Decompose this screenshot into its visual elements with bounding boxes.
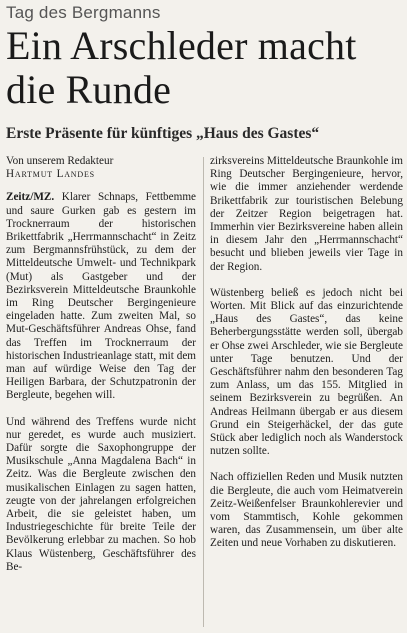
headline: Ein Arschleder macht die Runde (6, 23, 357, 112)
subheadline: Erste Präsente für künftiges „Haus des Gastes“ (6, 125, 320, 142)
kicker: Tag des Bergmanns (6, 3, 161, 22)
byline-prefix: Von unserem Redakteur (6, 155, 114, 167)
paragraph-1 (6, 191, 196, 402)
dateline: Zeitz/MZ. (6, 191, 55, 204)
paragraph-3: zirksvereins Mitteldeutsche Braunkohle im Ring Deutscher Bergingenieure, hervor, wie die immer anziehender werdende Brikettfabrik zur touristischen Belebung der Zeitzer Region beigetragen hat. Immerhin vier Bezirksvereine haben allein in diesem Jahr den „Herrmannschacht“ besucht und blieben jeweils vier Tage in der Region. (210, 155, 403, 273)
right-column (210, 155, 403, 564)
paragraph-1-text: Klarer Schnaps, Fettbemme und saure Gurken gab es gestern im Trocknerraum der historischen Brikettfabrik „Herrmannschacht“ in Zeitz zum Bergmannsfrühstück, zu dem der Mitteldeutsche Umwelt- und Technikpark (Mut) als Gastgeber und der Bezirksverein Mitteldeutsche Braunkohle im Ring Deutscher Bergingenieure eingeladen hatte. Zum zweiten Mal, so Mut-Geschäftsführer Andreas Ohse, fand das Treffen im Trocknerraum der historischen Industrieanlage statt, mit dem man auf würdige Weise den Tag der Heiligen Barbara, der Schutzpatronin der Bergleute, begehen will. (6, 191, 196, 402)
paragraph-2: Und während des Treffens wurde nicht nur geredet, es wurde auch musiziert. Dafür sorgte die Saxophongruppe der Musikschule „Anna Magdalena Bach“ in Zeitz. Was die Bergleute zwischen den musikalischen Einlagen zu sagen hatten, zeugte von der jahrelangen erfolgreichen Arbeit, die sie geleistet haben, um Industriegeschichte für breite Teile der Bevölkerung erlebbar zu machen. So hob Klaus Wüstenberg, Geschäftsführer des Be- (6, 415, 196, 573)
bleed-through-text (236, 0, 407, 22)
byline-author: Hartmut Landes (6, 168, 95, 181)
paragraph-5: Nach offiziellen Reden und Musik nutzten die Bergleute, die auch vom Heimatverein Zeitz-Weißenfelser Braunkohlerevier und vom Stammtisch, Kohle gekommen waren, das Zusammensein, um über alte Zeiten und neue Vorhaben zu diskutieren. (210, 471, 403, 550)
left-column (6, 155, 196, 587)
column-divider (203, 157, 204, 627)
paragraph-4: Wüstenberg beließ es jedoch nicht bei Worten. Mit Blick auf das einzurichtende „Haus des Gastes“, das keine Beherbergungsstätte werden soll, übergab er Ohse zwei Arschleder, wie sie Bergleute unter Tage benutzen. Und der Geschäftsführer nahm den besonderen Tag zum Anlass, um das 155. Mitglied in seinem Bezirksverein zu begrüßen. An Andreas Heilmann übergab er aus diesem Grund ein Steigerhäckel, der das gute Stück aber lediglich noch als Wanderstock nutzen sollte. (210, 286, 403, 458)
